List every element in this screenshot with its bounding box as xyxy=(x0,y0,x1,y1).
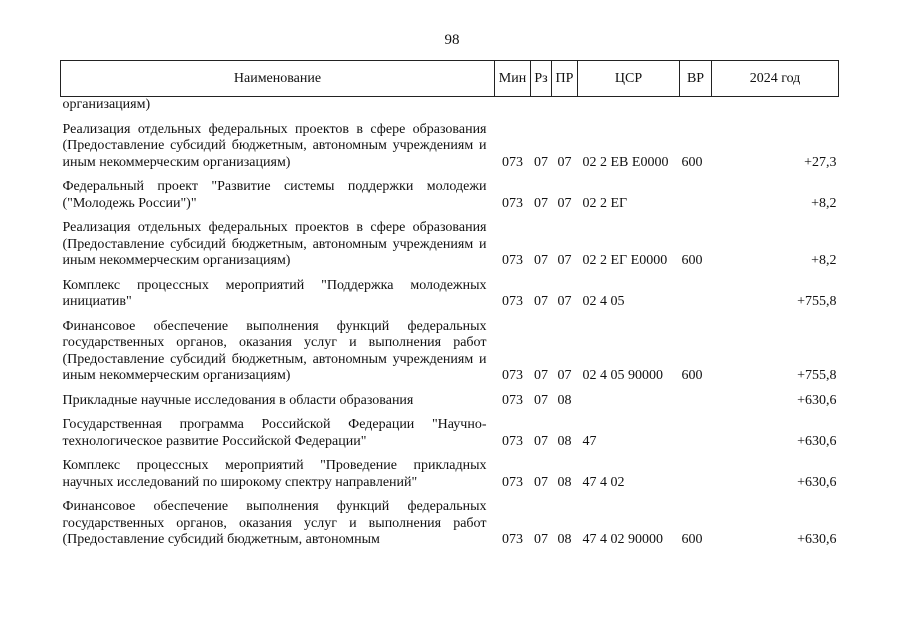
row-rz: 07 xyxy=(534,532,548,547)
header-csr: ЦСР xyxy=(578,61,680,97)
row-min: 073 xyxy=(502,392,523,408)
row-min: 073 xyxy=(502,195,523,211)
row-vr: 600 xyxy=(681,532,703,547)
row-vr: 600 xyxy=(681,368,703,383)
row-min: 073 xyxy=(502,253,523,268)
row-pr: 08 xyxy=(557,532,572,547)
row-vr xyxy=(680,409,712,450)
row-min: 073 xyxy=(502,474,523,490)
row-csr: 47 xyxy=(582,433,597,449)
header-year: 2024 год xyxy=(712,61,839,97)
row-name: Прикладные научные исследования в области образования xyxy=(62,392,414,408)
continuation-text: организациям) xyxy=(62,97,151,112)
table-row xyxy=(61,171,839,212)
row-vr xyxy=(680,450,712,491)
continuation-row xyxy=(61,97,839,114)
row-csr: 47 4 02 90000 xyxy=(582,532,663,547)
row-amount: +8,2 xyxy=(811,195,837,211)
row-rz: 07 xyxy=(534,195,548,211)
row-vr: 600 xyxy=(681,154,703,170)
row-csr xyxy=(578,385,680,410)
row-pr: 08 xyxy=(557,392,572,408)
row-amount: +630,6 xyxy=(797,433,837,449)
row-name: Финансовое обеспечение выполнения функций федеральных государственных органов, оказания услуг и выполнения работ (Предоставление субсидий бюджетным, автономным xyxy=(62,499,487,547)
row-name: Реализация отдельных федеральных проектов в сфере образования (Предоставление субсидий бюджетным, автономным учреждениям и иным некоммерческим организациям) xyxy=(62,121,487,170)
table-row xyxy=(61,270,839,311)
budget-table xyxy=(60,60,839,549)
table-header xyxy=(61,61,839,97)
row-csr: 02 2 EГ xyxy=(582,195,628,211)
table-row xyxy=(61,114,839,172)
row-vr xyxy=(680,270,712,311)
row-name: Государственная программа Российской Федерации "Научно-технологическое развитие Российской Федерации" xyxy=(62,417,487,449)
row-name: Комплекс процессных мероприятий "Проведение прикладных научных исследований по широкому спектру направлений" xyxy=(62,458,487,490)
row-csr: 02 4 05 90000 xyxy=(582,368,663,383)
row-vr: 600 xyxy=(681,253,703,268)
row-pr: 07 xyxy=(557,154,572,170)
page-number: 98 xyxy=(444,32,460,48)
row-name: Финансовое обеспечение выполнения функций федеральных государственных органов, оказания услуг и выполнения работ (Предоставление субсидий бюджетным, автономным учреждениям и иным некоммерческим организациям) xyxy=(62,318,487,383)
table-row xyxy=(61,212,839,270)
row-name: Федеральный проект "Развитие системы поддержки молодежи ("Молодежь России")" xyxy=(62,179,487,211)
table-row xyxy=(61,491,839,549)
table-row xyxy=(61,385,839,410)
header-name: Наименование xyxy=(61,61,495,97)
row-amount: +755,8 xyxy=(797,368,837,383)
row-amount: +27,3 xyxy=(804,154,837,170)
row-pr: 08 xyxy=(557,474,572,490)
row-rz: 07 xyxy=(534,474,548,490)
row-csr: 47 4 02 xyxy=(582,474,625,490)
table-body xyxy=(61,97,839,549)
row-rz: 07 xyxy=(534,392,548,408)
row-rz: 07 xyxy=(534,253,548,268)
row-csr: 02 2 EВ E0000 xyxy=(582,154,669,170)
row-min: 073 xyxy=(502,368,523,383)
header-pr: ПР xyxy=(552,61,578,97)
row-amount: +8,2 xyxy=(811,253,837,268)
row-vr xyxy=(680,171,712,212)
table-row xyxy=(61,409,839,450)
row-rz: 07 xyxy=(534,294,548,309)
row-pr: 07 xyxy=(557,368,572,383)
table-row xyxy=(61,450,839,491)
header-vr: ВР xyxy=(680,61,712,97)
row-rz: 07 xyxy=(534,154,548,170)
row-pr: 08 xyxy=(557,433,572,449)
header-rz: Рз xyxy=(531,61,552,97)
row-amount: +630,6 xyxy=(797,532,837,547)
row-name: Комплекс процессных мероприятий "Поддержка молодежных инициатив" xyxy=(62,277,487,309)
row-csr: 02 4 05 xyxy=(582,294,625,309)
row-pr: 07 xyxy=(557,294,572,309)
row-vr xyxy=(680,385,712,410)
row-amount: +630,6 xyxy=(797,474,837,490)
row-name: Реализация отдельных федеральных проектов в сфере образования (Предоставление субсидий бюджетным, автономным учреждениям и иным некоммерческим организациям) xyxy=(62,220,487,268)
row-min: 073 xyxy=(502,433,523,449)
row-pr: 07 xyxy=(557,195,572,211)
row-amount: +630,6 xyxy=(797,392,837,408)
row-min: 073 xyxy=(502,294,523,309)
row-rz: 07 xyxy=(534,433,548,449)
row-min: 073 xyxy=(502,154,523,170)
header-min: Мин xyxy=(495,61,531,97)
row-rz: 07 xyxy=(534,368,548,383)
row-csr: 02 2 EГ E0000 xyxy=(582,253,668,268)
table-row xyxy=(61,311,839,385)
row-amount: +755,8 xyxy=(797,294,837,309)
row-pr: 07 xyxy=(557,253,572,268)
row-min: 073 xyxy=(502,532,523,547)
